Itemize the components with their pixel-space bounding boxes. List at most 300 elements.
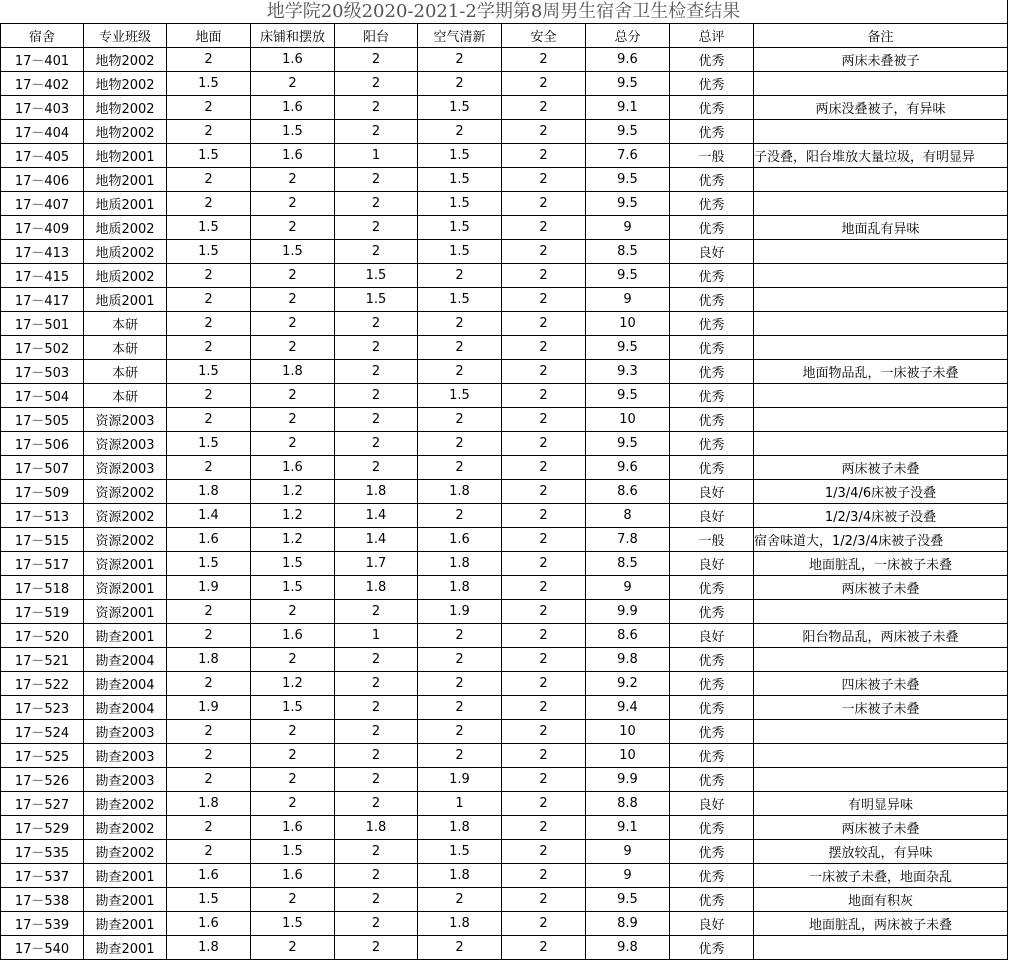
- cell-class[interactable]: 地质2002: [84, 216, 167, 240]
- cell-bed[interactable]: 2: [251, 408, 335, 432]
- cell-bed[interactable]: 1.6: [251, 48, 335, 72]
- cell-rating[interactable]: 优秀: [670, 384, 754, 408]
- cell-notes[interactable]: 地面有积灰: [754, 888, 1008, 912]
- cell-safety[interactable]: 2: [502, 888, 586, 912]
- cell-air[interactable]: 1.5: [418, 144, 502, 168]
- cell-total[interactable]: 8.5: [586, 552, 670, 576]
- cell-total[interactable]: 10: [586, 408, 670, 432]
- cell-notes[interactable]: [754, 648, 1008, 672]
- cell-rating[interactable]: 优秀: [670, 816, 754, 840]
- cell-total[interactable]: 9.5: [586, 336, 670, 360]
- cell-floor[interactable]: 1.5: [167, 72, 251, 96]
- cell-dorm[interactable]: 17－540: [1, 936, 84, 960]
- cell-notes[interactable]: [754, 432, 1008, 456]
- cell-bed[interactable]: 2: [251, 936, 335, 960]
- cell-rating[interactable]: 一般: [670, 528, 754, 552]
- cell-balcony[interactable]: 2: [335, 768, 418, 792]
- cell-notes[interactable]: 一床被子未叠: [754, 696, 1008, 720]
- cell-air[interactable]: 2: [418, 336, 502, 360]
- cell-total[interactable]: 9.9: [586, 768, 670, 792]
- cell-air[interactable]: 1.5: [418, 216, 502, 240]
- cell-notes[interactable]: 两床被子未叠: [754, 576, 1008, 600]
- cell-safety[interactable]: 2: [502, 408, 586, 432]
- cell-balcony[interactable]: 2: [335, 696, 418, 720]
- cell-dorm[interactable]: 17－524: [1, 720, 84, 744]
- cell-air[interactable]: 2: [418, 48, 502, 72]
- cell-dorm[interactable]: 17－521: [1, 648, 84, 672]
- cell-balcony[interactable]: 1.4: [335, 528, 418, 552]
- cell-notes[interactable]: 两床被子未叠: [754, 456, 1008, 480]
- cell-total[interactable]: 10: [586, 744, 670, 768]
- cell-safety[interactable]: 2: [502, 288, 586, 312]
- cell-floor[interactable]: 2: [167, 672, 251, 696]
- cell-air[interactable]: 1: [418, 792, 502, 816]
- cell-rating[interactable]: 一般: [670, 144, 754, 168]
- cell-total[interactable]: 9.6: [586, 456, 670, 480]
- cell-rating[interactable]: 优秀: [670, 312, 754, 336]
- cell-safety[interactable]: 2: [502, 624, 586, 648]
- cell-total[interactable]: 9.6: [586, 48, 670, 72]
- cell-safety[interactable]: 2: [502, 672, 586, 696]
- cell-class[interactable]: 勘查2003: [84, 744, 167, 768]
- cell-dorm[interactable]: 17－504: [1, 384, 84, 408]
- cell-total[interactable]: 9: [586, 576, 670, 600]
- cell-notes[interactable]: [754, 720, 1008, 744]
- cell-rating[interactable]: 优秀: [670, 288, 754, 312]
- cell-safety[interactable]: 2: [502, 816, 586, 840]
- cell-floor[interactable]: 1.5: [167, 240, 251, 264]
- cell-safety[interactable]: 2: [502, 696, 586, 720]
- cell-total[interactable]: 9.9: [586, 600, 670, 624]
- cell-air[interactable]: 1.5: [418, 384, 502, 408]
- cell-floor[interactable]: 2: [167, 312, 251, 336]
- cell-rating[interactable]: 优秀: [670, 360, 754, 384]
- cell-safety[interactable]: 2: [502, 768, 586, 792]
- cell-class[interactable]: 资源2001: [84, 576, 167, 600]
- cell-safety[interactable]: 2: [502, 384, 586, 408]
- cell-class[interactable]: 地物2002: [84, 72, 167, 96]
- cell-total[interactable]: 9.8: [586, 648, 670, 672]
- header-cell-balcony[interactable]: 阳台: [335, 24, 418, 48]
- cell-floor[interactable]: 2: [167, 288, 251, 312]
- cell-floor[interactable]: 2: [167, 168, 251, 192]
- cell-dorm[interactable]: 17－520: [1, 624, 84, 648]
- cell-notes[interactable]: [754, 264, 1008, 288]
- cell-bed[interactable]: 1.5: [251, 840, 335, 864]
- cell-floor[interactable]: 2: [167, 96, 251, 120]
- cell-bed[interactable]: 2: [251, 216, 335, 240]
- header-cell-class[interactable]: 专业班级: [84, 24, 167, 48]
- cell-safety[interactable]: 2: [502, 240, 586, 264]
- cell-dorm[interactable]: 17－505: [1, 408, 84, 432]
- cell-notes[interactable]: [754, 384, 1008, 408]
- cell-floor[interactable]: 2: [167, 336, 251, 360]
- cell-class[interactable]: 地物2001: [84, 168, 167, 192]
- cell-floor[interactable]: 2: [167, 624, 251, 648]
- cell-total[interactable]: 7.8: [586, 528, 670, 552]
- cell-dorm[interactable]: 17－523: [1, 696, 84, 720]
- cell-dorm[interactable]: 17－518: [1, 576, 84, 600]
- cell-rating[interactable]: 优秀: [670, 120, 754, 144]
- cell-balcony[interactable]: 1.5: [335, 288, 418, 312]
- cell-rating[interactable]: 优秀: [670, 840, 754, 864]
- cell-floor[interactable]: 1.5: [167, 888, 251, 912]
- cell-dorm[interactable]: 17－507: [1, 456, 84, 480]
- cell-floor[interactable]: 2: [167, 720, 251, 744]
- cell-floor[interactable]: 1.5: [167, 552, 251, 576]
- cell-rating[interactable]: 优秀: [670, 456, 754, 480]
- cell-class[interactable]: 地质2001: [84, 192, 167, 216]
- cell-class[interactable]: 资源2002: [84, 480, 167, 504]
- cell-bed[interactable]: 2: [251, 168, 335, 192]
- cell-dorm[interactable]: 17－417: [1, 288, 84, 312]
- cell-safety[interactable]: 2: [502, 504, 586, 528]
- cell-total[interactable]: 8.9: [586, 912, 670, 936]
- cell-safety[interactable]: 2: [502, 216, 586, 240]
- cell-air[interactable]: 1.5: [418, 192, 502, 216]
- cell-rating[interactable]: 优秀: [670, 600, 754, 624]
- cell-bed[interactable]: 1.6: [251, 864, 335, 888]
- cell-class[interactable]: 资源2001: [84, 552, 167, 576]
- cell-floor[interactable]: 1.5: [167, 360, 251, 384]
- cell-floor[interactable]: 2: [167, 120, 251, 144]
- cell-balcony[interactable]: 2: [335, 96, 418, 120]
- cell-safety[interactable]: 2: [502, 96, 586, 120]
- cell-bed[interactable]: 2: [251, 384, 335, 408]
- cell-notes[interactable]: [754, 72, 1008, 96]
- cell-safety[interactable]: 2: [502, 528, 586, 552]
- cell-class[interactable]: 勘查2003: [84, 720, 167, 744]
- cell-rating[interactable]: 良好: [670, 552, 754, 576]
- header-cell-notes[interactable]: 备注: [754, 24, 1008, 48]
- cell-air[interactable]: 2: [418, 888, 502, 912]
- cell-rating[interactable]: 优秀: [670, 888, 754, 912]
- cell-balcony[interactable]: 2: [335, 312, 418, 336]
- cell-bed[interactable]: 2: [251, 72, 335, 96]
- header-cell-rating[interactable]: 总评: [670, 24, 754, 48]
- cell-bed[interactable]: 2: [251, 288, 335, 312]
- cell-air[interactable]: 1.5: [418, 240, 502, 264]
- cell-notes[interactable]: [754, 600, 1008, 624]
- cell-notes[interactable]: 一床被子未叠，地面杂乱: [754, 864, 1008, 888]
- cell-balcony[interactable]: 1.4: [335, 504, 418, 528]
- cell-floor[interactable]: 1.5: [167, 432, 251, 456]
- cell-air[interactable]: 2: [418, 360, 502, 384]
- cell-bed[interactable]: 1.6: [251, 96, 335, 120]
- cell-bed[interactable]: 1.5: [251, 240, 335, 264]
- cell-floor[interactable]: 2: [167, 456, 251, 480]
- cell-air[interactable]: 2: [418, 120, 502, 144]
- cell-total[interactable]: 8: [586, 504, 670, 528]
- cell-bed[interactable]: 2: [251, 192, 335, 216]
- cell-total[interactable]: 8.6: [586, 480, 670, 504]
- cell-rating[interactable]: 优秀: [670, 408, 754, 432]
- header-cell-air[interactable]: 空气清新: [418, 24, 502, 48]
- cell-dorm[interactable]: 17－515: [1, 528, 84, 552]
- cell-safety[interactable]: 2: [502, 432, 586, 456]
- cell-bed[interactable]: 2: [251, 264, 335, 288]
- cell-bed[interactable]: 2: [251, 312, 335, 336]
- cell-floor[interactable]: 2: [167, 600, 251, 624]
- cell-class[interactable]: 勘查2004: [84, 648, 167, 672]
- cell-total[interactable]: 9.3: [586, 360, 670, 384]
- cell-total[interactable]: 9: [586, 864, 670, 888]
- cell-balcony[interactable]: 2: [335, 600, 418, 624]
- cell-notes[interactable]: [754, 936, 1008, 960]
- cell-balcony[interactable]: 2: [335, 48, 418, 72]
- cell-balcony[interactable]: 2: [335, 888, 418, 912]
- cell-balcony[interactable]: 1.8: [335, 576, 418, 600]
- cell-air[interactable]: 2: [418, 672, 502, 696]
- cell-class[interactable]: 勘查2002: [84, 816, 167, 840]
- cell-air[interactable]: 2: [418, 744, 502, 768]
- cell-balcony[interactable]: 2: [335, 936, 418, 960]
- cell-air[interactable]: 1.6: [418, 528, 502, 552]
- cell-balcony[interactable]: 2: [335, 648, 418, 672]
- cell-total[interactable]: 8.6: [586, 624, 670, 648]
- cell-floor[interactable]: 2: [167, 48, 251, 72]
- cell-floor[interactable]: 2: [167, 408, 251, 432]
- cell-floor[interactable]: 1.8: [167, 648, 251, 672]
- cell-safety[interactable]: 2: [502, 168, 586, 192]
- header-cell-bed[interactable]: 床铺和摆放: [251, 24, 335, 48]
- cell-class[interactable]: 勘查2001: [84, 936, 167, 960]
- cell-floor[interactable]: 2: [167, 840, 251, 864]
- cell-dorm[interactable]: 17－535: [1, 840, 84, 864]
- cell-safety[interactable]: 2: [502, 336, 586, 360]
- cell-air[interactable]: 2: [418, 936, 502, 960]
- cell-balcony[interactable]: 2: [335, 216, 418, 240]
- cell-floor[interactable]: 2: [167, 768, 251, 792]
- cell-floor[interactable]: 1.8: [167, 936, 251, 960]
- cell-bed[interactable]: 1.5: [251, 696, 335, 720]
- cell-air[interactable]: 1.8: [418, 480, 502, 504]
- cell-safety[interactable]: 2: [502, 720, 586, 744]
- cell-floor[interactable]: 2: [167, 384, 251, 408]
- cell-bed[interactable]: 2: [251, 888, 335, 912]
- cell-bed[interactable]: 2: [251, 792, 335, 816]
- cell-class[interactable]: 资源2001: [84, 600, 167, 624]
- cell-safety[interactable]: 2: [502, 120, 586, 144]
- cell-rating[interactable]: 优秀: [670, 48, 754, 72]
- cell-dorm[interactable]: 17－526: [1, 768, 84, 792]
- cell-notes[interactable]: 1/3/4/6床被子没叠: [754, 480, 1008, 504]
- cell-total[interactable]: 9.4: [586, 696, 670, 720]
- cell-total[interactable]: 9.5: [586, 432, 670, 456]
- cell-air[interactable]: 1.8: [418, 552, 502, 576]
- cell-rating[interactable]: 良好: [670, 240, 754, 264]
- cell-notes[interactable]: 摆放较乱，有异味: [754, 840, 1008, 864]
- cell-air[interactable]: 1.8: [418, 576, 502, 600]
- cell-balcony[interactable]: 2: [335, 192, 418, 216]
- cell-dorm[interactable]: 17－525: [1, 744, 84, 768]
- cell-floor[interactable]: 2: [167, 264, 251, 288]
- cell-dorm[interactable]: 17－539: [1, 912, 84, 936]
- cell-total[interactable]: 9.8: [586, 936, 670, 960]
- cell-balcony[interactable]: 2: [335, 456, 418, 480]
- cell-balcony[interactable]: 1.7: [335, 552, 418, 576]
- cell-rating[interactable]: 优秀: [670, 336, 754, 360]
- cell-notes[interactable]: 地面脏乱，一床被子未叠: [754, 552, 1008, 576]
- cell-air[interactable]: 1.8: [418, 912, 502, 936]
- cell-rating[interactable]: 优秀: [670, 672, 754, 696]
- cell-class[interactable]: 勘查2001: [84, 624, 167, 648]
- cell-notes[interactable]: 两床未叠被子: [754, 48, 1008, 72]
- cell-safety[interactable]: 2: [502, 936, 586, 960]
- cell-notes[interactable]: [754, 768, 1008, 792]
- cell-balcony[interactable]: 2: [335, 912, 418, 936]
- cell-notes[interactable]: 两床被子未叠: [754, 816, 1008, 840]
- cell-dorm[interactable]: 17－529: [1, 816, 84, 840]
- cell-dorm[interactable]: 17－501: [1, 312, 84, 336]
- cell-rating[interactable]: 良好: [670, 504, 754, 528]
- cell-rating[interactable]: 优秀: [670, 864, 754, 888]
- cell-balcony[interactable]: 2: [335, 432, 418, 456]
- cell-floor[interactable]: 1.9: [167, 696, 251, 720]
- cell-floor[interactable]: 1.6: [167, 864, 251, 888]
- cell-safety[interactable]: 2: [502, 48, 586, 72]
- cell-rating[interactable]: 优秀: [670, 936, 754, 960]
- cell-safety[interactable]: 2: [502, 648, 586, 672]
- cell-bed[interactable]: 2: [251, 600, 335, 624]
- cell-notes[interactable]: 宿舍味道大，1/2/3/4床被子没叠: [754, 528, 1008, 552]
- cell-air[interactable]: 1.9: [418, 768, 502, 792]
- cell-notes[interactable]: 两床没叠被子，有异味: [754, 96, 1008, 120]
- cell-total[interactable]: 9.2: [586, 672, 670, 696]
- cell-balcony[interactable]: 1.5: [335, 264, 418, 288]
- cell-class[interactable]: 勘查2001: [84, 912, 167, 936]
- cell-rating[interactable]: 良好: [670, 792, 754, 816]
- cell-class[interactable]: 地物2002: [84, 96, 167, 120]
- cell-rating[interactable]: 优秀: [670, 168, 754, 192]
- cell-balcony[interactable]: 2: [335, 168, 418, 192]
- cell-air[interactable]: 1.9: [418, 600, 502, 624]
- header-cell-dorm[interactable]: 宿舍: [1, 24, 84, 48]
- cell-air[interactable]: 1.5: [418, 96, 502, 120]
- cell-dorm[interactable]: 17－404: [1, 120, 84, 144]
- cell-rating[interactable]: 优秀: [670, 696, 754, 720]
- cell-balcony[interactable]: 2: [335, 384, 418, 408]
- cell-safety[interactable]: 2: [502, 456, 586, 480]
- cell-dorm[interactable]: 17－401: [1, 48, 84, 72]
- header-cell-safety[interactable]: 安全: [502, 24, 586, 48]
- cell-air[interactable]: 2: [418, 72, 502, 96]
- cell-air[interactable]: 1.8: [418, 864, 502, 888]
- cell-dorm[interactable]: 17－413: [1, 240, 84, 264]
- cell-total[interactable]: 10: [586, 312, 670, 336]
- cell-safety[interactable]: 2: [502, 792, 586, 816]
- cell-rating[interactable]: 优秀: [670, 264, 754, 288]
- cell-floor[interactable]: 1.9: [167, 576, 251, 600]
- cell-dorm[interactable]: 17－509: [1, 480, 84, 504]
- cell-bed[interactable]: 1.6: [251, 144, 335, 168]
- cell-bed[interactable]: 1.2: [251, 528, 335, 552]
- cell-balcony[interactable]: 2: [335, 408, 418, 432]
- cell-notes[interactable]: [754, 408, 1008, 432]
- cell-safety[interactable]: 2: [502, 192, 586, 216]
- cell-safety[interactable]: 2: [502, 144, 586, 168]
- cell-air[interactable]: 2: [418, 648, 502, 672]
- cell-dorm[interactable]: 17－407: [1, 192, 84, 216]
- cell-balcony[interactable]: 2: [335, 720, 418, 744]
- cell-total[interactable]: 9.5: [586, 120, 670, 144]
- cell-dorm[interactable]: 17－517: [1, 552, 84, 576]
- cell-notes[interactable]: [754, 240, 1008, 264]
- cell-rating[interactable]: 优秀: [670, 432, 754, 456]
- cell-floor[interactable]: 1.6: [167, 912, 251, 936]
- cell-air[interactable]: 2: [418, 456, 502, 480]
- cell-bed[interactable]: 1.6: [251, 816, 335, 840]
- cell-air[interactable]: 2: [418, 264, 502, 288]
- cell-class[interactable]: 勘查2001: [84, 864, 167, 888]
- cell-notes[interactable]: [754, 192, 1008, 216]
- cell-bed[interactable]: 2: [251, 744, 335, 768]
- cell-balcony[interactable]: 1.8: [335, 480, 418, 504]
- cell-class[interactable]: 本研: [84, 360, 167, 384]
- cell-dorm[interactable]: 17－519: [1, 600, 84, 624]
- header-cell-floor[interactable]: 地面: [167, 24, 251, 48]
- cell-bed[interactable]: 1.2: [251, 504, 335, 528]
- cell-rating[interactable]: 优秀: [670, 744, 754, 768]
- cell-floor[interactable]: 2: [167, 192, 251, 216]
- cell-total[interactable]: 8.5: [586, 240, 670, 264]
- cell-notes[interactable]: [754, 168, 1008, 192]
- cell-safety[interactable]: 2: [502, 360, 586, 384]
- cell-total[interactable]: 9.1: [586, 816, 670, 840]
- cell-rating[interactable]: 良好: [670, 624, 754, 648]
- cell-rating[interactable]: 良好: [670, 912, 754, 936]
- cell-dorm[interactable]: 17－415: [1, 264, 84, 288]
- cell-air[interactable]: 2: [418, 624, 502, 648]
- cell-total[interactable]: 9.1: [586, 96, 670, 120]
- cell-class[interactable]: 资源2003: [84, 456, 167, 480]
- cell-air[interactable]: 2: [418, 312, 502, 336]
- cell-total[interactable]: 9.5: [586, 888, 670, 912]
- cell-air[interactable]: 2: [418, 432, 502, 456]
- cell-safety[interactable]: 2: [502, 312, 586, 336]
- cell-balcony[interactable]: 2: [335, 360, 418, 384]
- cell-rating[interactable]: 优秀: [670, 648, 754, 672]
- cell-dorm[interactable]: 17－502: [1, 336, 84, 360]
- cell-balcony[interactable]: 2: [335, 672, 418, 696]
- cell-notes[interactable]: 1/2/3/4床被子没叠: [754, 504, 1008, 528]
- cell-balcony[interactable]: 2: [335, 240, 418, 264]
- cell-dorm[interactable]: 17－537: [1, 864, 84, 888]
- cell-total[interactable]: 9: [586, 840, 670, 864]
- cell-air[interactable]: 2: [418, 408, 502, 432]
- cell-air[interactable]: 2: [418, 504, 502, 528]
- cell-floor[interactable]: 1.5: [167, 144, 251, 168]
- cell-rating[interactable]: 优秀: [670, 192, 754, 216]
- cell-class[interactable]: 资源2002: [84, 504, 167, 528]
- cell-notes[interactable]: [754, 336, 1008, 360]
- cell-notes[interactable]: [754, 312, 1008, 336]
- cell-class[interactable]: 地质2001: [84, 288, 167, 312]
- cell-floor[interactable]: 1.8: [167, 792, 251, 816]
- cell-floor[interactable]: 2: [167, 744, 251, 768]
- cell-bed[interactable]: 2: [251, 720, 335, 744]
- cell-class[interactable]: 资源2003: [84, 408, 167, 432]
- cell-balcony[interactable]: 1.8: [335, 816, 418, 840]
- cell-total[interactable]: 9: [586, 288, 670, 312]
- cell-bed[interactable]: 2: [251, 336, 335, 360]
- cell-class[interactable]: 资源2003: [84, 432, 167, 456]
- cell-rating[interactable]: 优秀: [670, 216, 754, 240]
- cell-air[interactable]: 1.5: [418, 168, 502, 192]
- cell-class[interactable]: 地物2002: [84, 120, 167, 144]
- cell-floor[interactable]: 1.5: [167, 216, 251, 240]
- cell-safety[interactable]: 2: [502, 600, 586, 624]
